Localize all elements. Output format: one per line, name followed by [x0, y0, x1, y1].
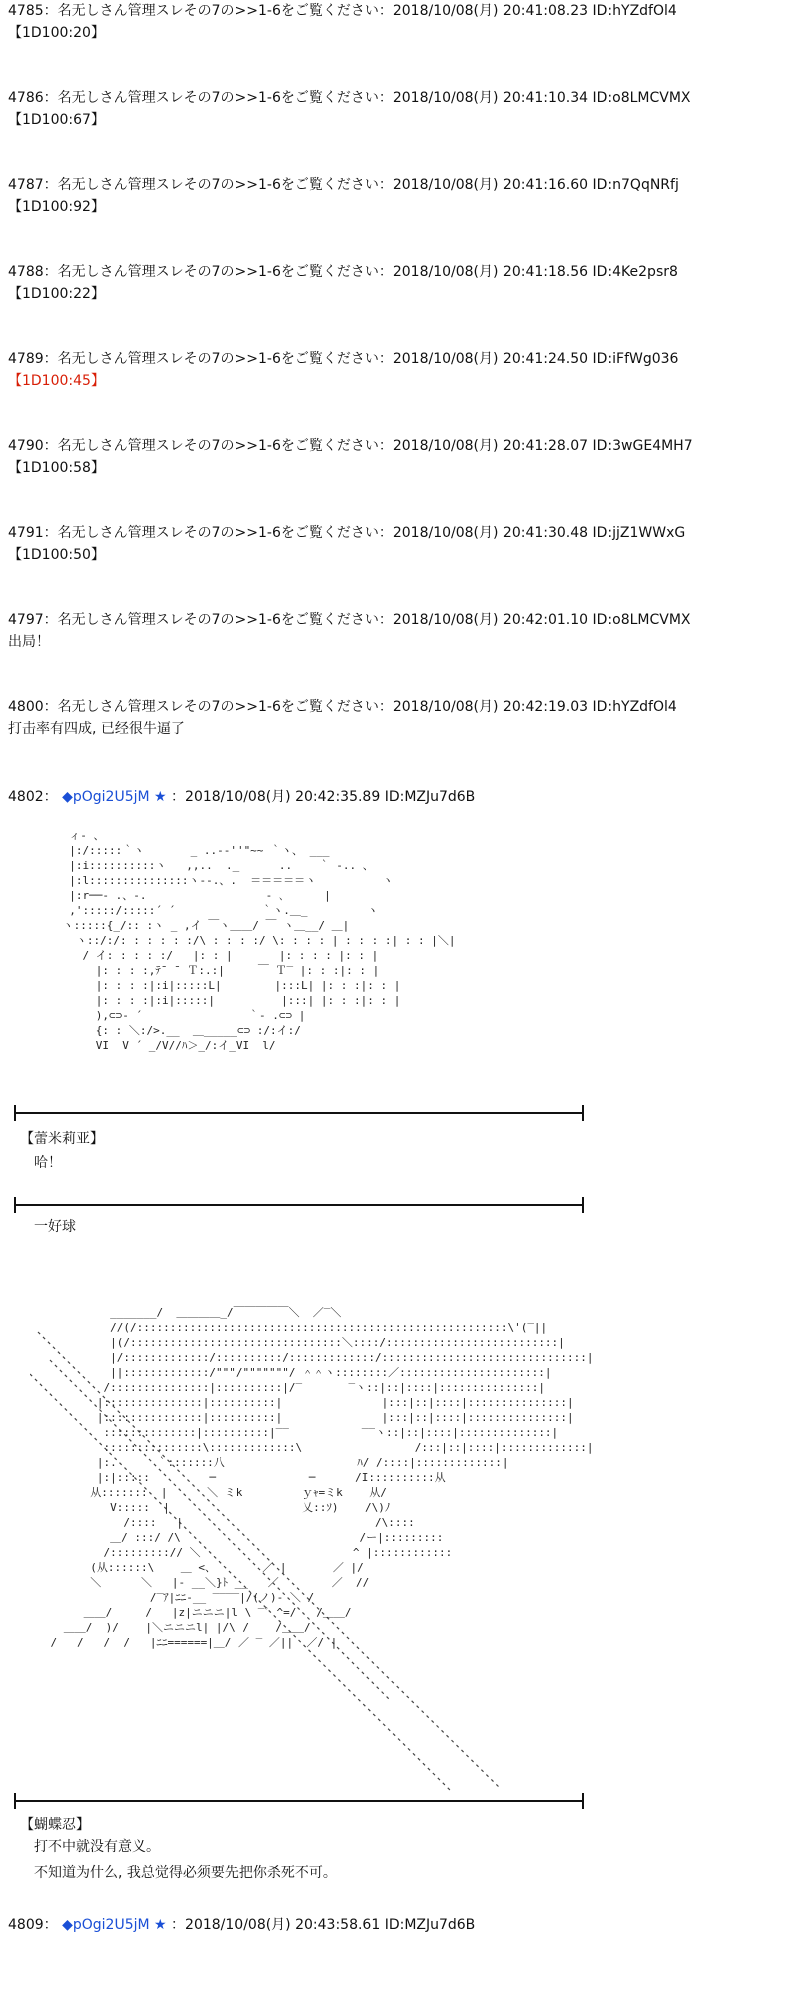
post-4789 [8, 348, 678, 392]
post-4790 [8, 435, 693, 479]
speech-line: 打不中就没有意义。 [34, 1839, 160, 1855]
author-trip[interactable]: ◆pOgi2U5jM ★ [62, 789, 167, 805]
post-4787 [8, 174, 679, 218]
post-4802-header [8, 786, 475, 808]
post-meta: ：2018/10/08(月) 20:42:35.89 ID:MZJu7d6B [171, 789, 476, 805]
post-number: 4802： [8, 789, 58, 805]
dice-result: 【1D100:58】 [8, 460, 105, 476]
post-4800 [8, 696, 677, 740]
post-body: 出局！ [8, 634, 50, 650]
post-header: 4786：名无しさん管理スレその7の>>1-6をご覧ください：2018/10/08(月) 20:41:10.34 ID:o8LMCVMX [8, 90, 691, 106]
speech-line: 哈！ [34, 1155, 62, 1171]
post-4809-header [8, 1914, 475, 1936]
divider [14, 1112, 584, 1114]
dice-result: 【1D100:67】 [8, 112, 105, 128]
post-4786 [8, 87, 691, 131]
post-4788 [8, 261, 678, 305]
post-4791 [8, 522, 685, 566]
dice-result: 【1D100:22】 [8, 286, 105, 302]
author-trip[interactable]: ◆pOgi2U5jM ★ [62, 1917, 167, 1933]
post-meta: ：2018/10/08(月) 20:43:58.61 ID:MZJu7d6B [171, 1917, 476, 1933]
post-4797 [8, 609, 691, 653]
post-body: 打击率有四成, 已经很牛逼了 [8, 721, 185, 737]
narration-line: 一好球 [34, 1219, 76, 1235]
divider [14, 1204, 584, 1206]
post-header: 4790：名无しさん管理スレその7の>>1-6をご覧ください：2018/10/08(月) 20:41:28.07 ID:3wGE4MH7 [8, 438, 693, 454]
post-header: 4791：名无しさん管理スレその7の>>1-6をご覧ください：2018/10/08(月) 20:41:30.48 ID:jjZ1WWxG [8, 525, 686, 541]
speaker-name: 【蕾米莉亚】 [20, 1131, 104, 1147]
post-header: 4789：名无しさん管理スレその7の>>1-6をご覧ください：2018/10/08(月) 20:41:24.50 ID:iFfWg036 [8, 351, 679, 367]
dice-result: 【1D100:20】 [8, 25, 105, 41]
post-4785 [8, 0, 677, 44]
post-header: 4787：名无しさん管理スレその7の>>1-6をご覧ください：2018/10/08(月) 20:41:16.60 ID:n7QqNRfj [8, 177, 679, 193]
speech-line: 不知道为什么, 我总觉得必须要先把你杀死不可。 [34, 1865, 337, 1881]
speaker-name: 【蝴蝶忍】 [20, 1817, 90, 1833]
ascii-art-shinobu: _______/ ＿＿＿＿_/￣￣￣￣￣＼ ／‾＼ //(/::::::::::::::::::::::::::::::::::::::::::::::::::::::::\'(‾|| |(/::::::::::::::::::::::::::::::::＼::::/::::::::::::::::::::::::::| |/:::::::::::::/::::::::::/:::::::::::::/:::::::::::::::::::::::::::::::| ||:::::::::::::/"""/"""""""/ ＾＾ヽ::::::::／::::::::::::::::::::::| /:::::::::::::::|::::::::::|/‾ ‾ヽ::|::|::::|:::::::::::::::| |:::::::::::::::|::::::::::| |:::|::|::::|:::::::::::::::| |:::::::::::::::|::::::::::| |:::|::|::::|:::::::::::::::| ::::::::::::::|::::::::::|‾‾ ‾‾ヽ::|::|::::|::::::::::::::| :::::::::::::::\:::::::::::::\ /:::|::|::::|:::::::::::::| |:. ｀:::::::八 ﾊ/ /::::|:::::::::::::| |:|::::: ─ ─ /I::::::::::从 从::::::: | ＼ ミk ｙｬ=ミk 从/ V::::: | 乂::ｿ) /\)ﾉ /:::: | /\:::: ＿/ :::/ /\ /ー|::::::::: /:::::::::// ＼ ^ |:::::::::::: (从::::::\ ＿ <、 ／ | ／ |/ ＼ ＼ |‐ __＼}ﾄ __ ／ ／ // /‾ｱ|ﾆﾆ-__ ‾‾‾‾|/(ノ)‐ ＼ / ＿＿/ / |z|ニニニ|l \ ‾ﾞ ^=/ /＿＿/ ＿＿/ )/ |＼ニニニl| |/\ / /＿＿/ / / / / |ﾆﾆ======|＿/ ／ ‾ ／|| ／/ | [50, 1306, 594, 1649]
divider [14, 1800, 584, 1802]
dice-result: 【1D100:92】 [8, 199, 105, 215]
dice-result: 【1D100:50】 [8, 547, 105, 563]
post-header: 4797：名无しさん管理スレその7の>>1-6をご覧ください：2018/10/08(月) 20:42:01.10 ID:o8LMCVMX [8, 612, 691, 628]
post-header: 4788：名无しさん管理スレその7の>>1-6をご覧ください：2018/10/08(月) 20:41:18.56 ID:4Ke2psr8 [8, 264, 678, 280]
dice-result-highlight: 【1D100:45】 [8, 373, 105, 389]
post-header: 4785：名无しさん管理スレその7の>>1-6をご覧ください：2018/10/08(月) 20:41:08.23 ID:hYZdfOl4 [8, 3, 677, 19]
ascii-art-remilia: ィ‐ 、 |:/:::::｀ヽ _ ..-‐''"~~ ｀ヽ、 ___ |:i::::::::::ヽ ,,.. ._ .. ｀ ‐.. 、 |:l:::::::::::::::ヽ‐‐.、. ＝＝＝＝＝ヽ ヽ |:r──‐ .、‐. ‐ ､ | ,':::::/:::::´ ´ ｀ヽ.＿_ ヽ ヽ:::::{_/:: :ヽ _ ,イ ￣ヽ＿＿/ ￣ ヽ＿__/ ＿| ヽ::/:/: : : : : :/\ : : : :/ \: : : : | : : : :| : : |＼| / イ: : : : :/ |: : | |: : : : |: : | |: : : :,ﾃ¯ ¯ Ｔ:.:| ￣ Ｔ‾ |: : :|: : | |: : : :|:i|:::::L| |:::L| |: : :|: : | |: : : :|:i|:::::| |:::| |: : :|: : | ),⊂⊃‐ ´ ｀‐ .⊂⊃ | {: : ＼:/>.__ ＿_____⊂⊃ :/:イ:/ VI V ´ _/V//ﾊ＞_/:イ_VI l/ [62, 829, 456, 1052]
post-header: 4800：名无しさん管理スレその7の>>1-6をご覧ください：2018/10/08(月) 20:42:19.03 ID:hYZdfOl4 [8, 699, 677, 715]
post-number: 4809： [8, 1917, 58, 1933]
